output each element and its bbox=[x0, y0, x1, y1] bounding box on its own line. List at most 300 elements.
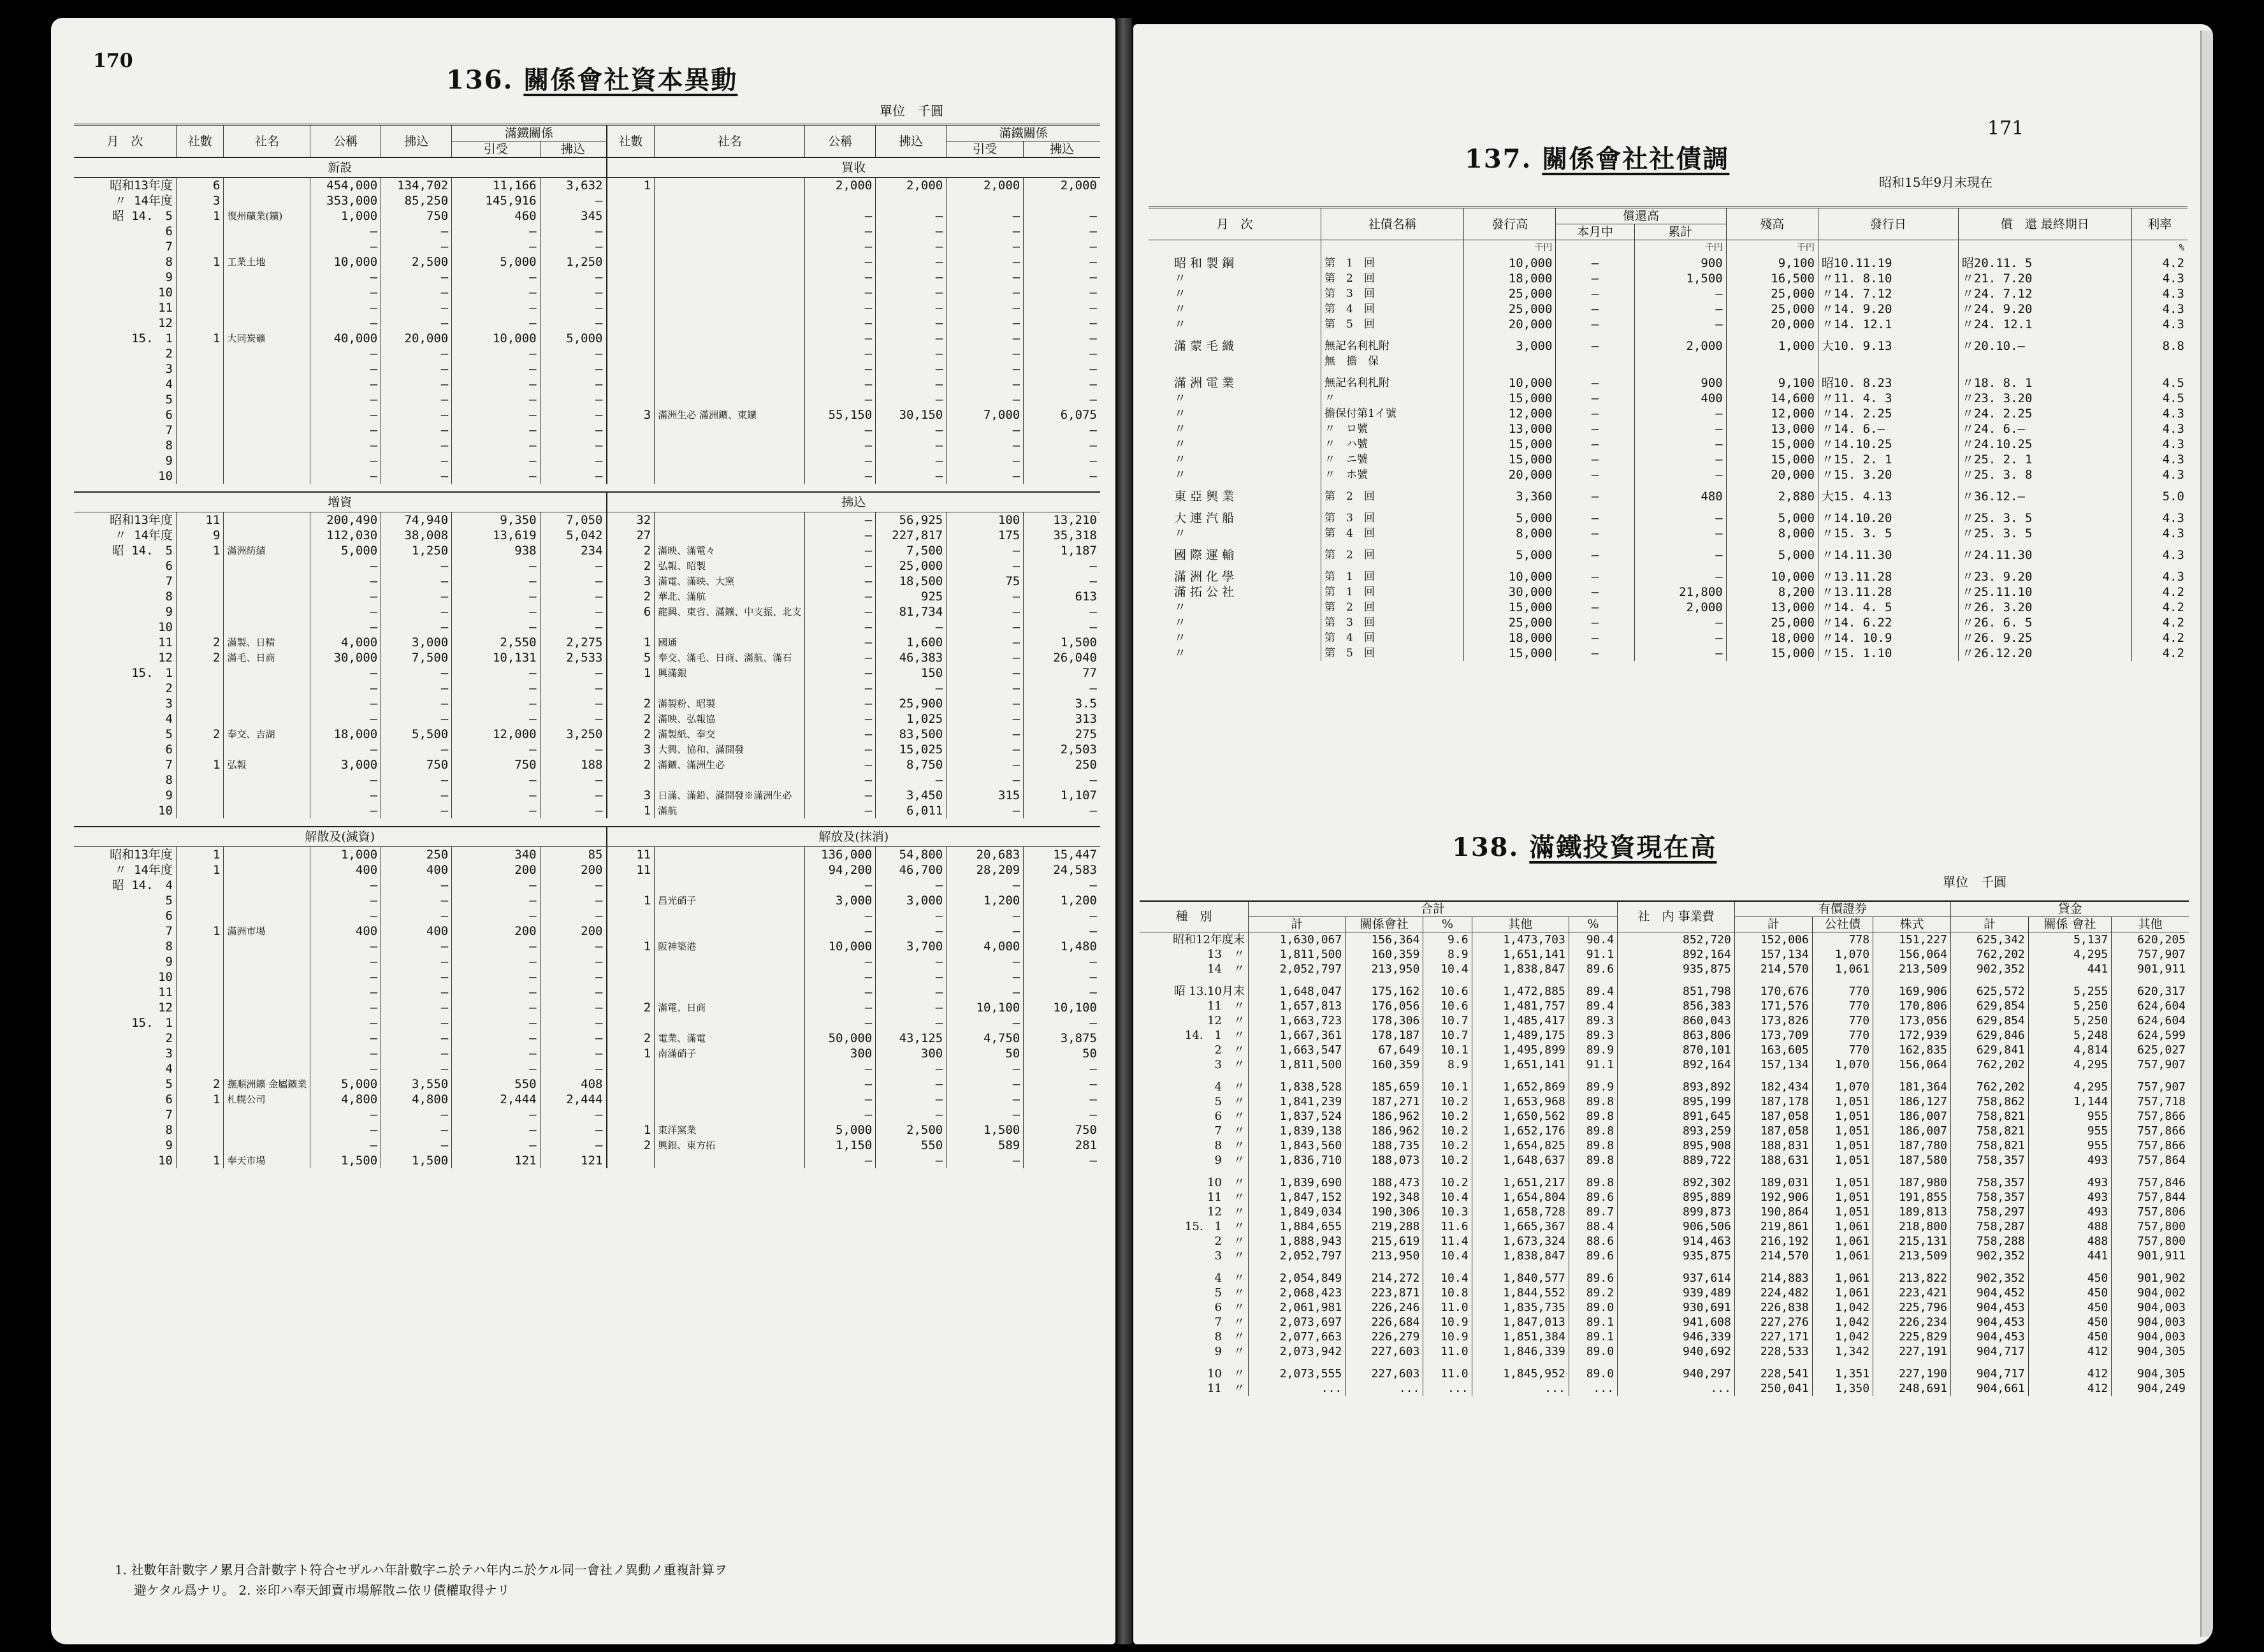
table-row bbox=[74, 1061, 1100, 1076]
table-cell: — bbox=[947, 453, 1024, 468]
table-cell: 第 5 回 bbox=[1321, 317, 1464, 332]
table-cell: — bbox=[1634, 646, 1726, 661]
table-row bbox=[74, 788, 1100, 803]
table-cell: 〃20.10.— bbox=[1958, 332, 2131, 354]
table-cell: 9,100 bbox=[1726, 369, 1818, 391]
table-cell: — bbox=[1024, 620, 1100, 635]
table-cell bbox=[224, 178, 310, 194]
table-cell: 16,500 bbox=[1726, 271, 1818, 286]
table-cell: 219,288 bbox=[1346, 1219, 1423, 1234]
table-row bbox=[1140, 1168, 2189, 1190]
table-row bbox=[74, 696, 1100, 711]
table-cell bbox=[655, 954, 805, 969]
table-cell: 89.4 bbox=[1569, 999, 1617, 1013]
table-cell: — bbox=[452, 969, 540, 985]
table-cell: 345 bbox=[540, 208, 606, 224]
table-cell: 4 bbox=[165, 712, 173, 726]
table-cell: 83,500 bbox=[876, 727, 947, 742]
table-138-name: 滿鐵投資現在高 bbox=[1529, 832, 1717, 862]
table-cell: 8,000 bbox=[1464, 526, 1556, 541]
table-137-body bbox=[1149, 240, 2188, 662]
table-cell: 757,800 bbox=[2112, 1234, 2189, 1249]
table-cell: 450 bbox=[2028, 1330, 2112, 1344]
table-row bbox=[74, 939, 1100, 954]
table-cell bbox=[177, 908, 224, 924]
table-cell: 770 bbox=[1812, 1013, 1873, 1028]
table-cell: 7 bbox=[165, 1108, 173, 1122]
table-cell bbox=[655, 620, 805, 635]
table-cell: — bbox=[310, 620, 381, 635]
table-cell: 625,027 bbox=[2112, 1043, 2189, 1057]
table-cell: — bbox=[876, 1076, 947, 1092]
table-cell: 〃14. 6.— bbox=[1818, 421, 1958, 437]
table-cell: 1,839,690 bbox=[1249, 1168, 1346, 1190]
table-cell: 〃26. 9.25 bbox=[1958, 630, 2131, 646]
table-row bbox=[74, 604, 1100, 620]
table-cell: 滿 拓 公 社 bbox=[1174, 585, 1235, 599]
table-cell: 2 bbox=[165, 681, 173, 695]
table-cell: — bbox=[452, 392, 540, 407]
table-cell: 12,000 bbox=[1726, 406, 1818, 421]
table-cell: — bbox=[310, 468, 381, 484]
table-cell: — bbox=[310, 1122, 381, 1138]
table-cell: 大同炭礦 bbox=[224, 331, 310, 346]
table-cell: 弘報、昭製 bbox=[655, 558, 805, 574]
right-page bbox=[1133, 24, 2213, 1644]
table-cell: 757,907 bbox=[2112, 1057, 2189, 1072]
table-cell: 89.0 bbox=[1569, 1300, 1617, 1315]
table-cell: 5,000 bbox=[1726, 504, 1818, 526]
table-cell: 10.9 bbox=[1423, 1315, 1472, 1330]
table-cell: 250 bbox=[1024, 757, 1100, 772]
table-cell: 8 bbox=[165, 1123, 173, 1137]
table-cell: 11.0 bbox=[1423, 1300, 1472, 1315]
table-cell: — bbox=[540, 620, 606, 635]
table-cell: 〃 bbox=[1174, 287, 1187, 301]
table-cell: 10.8 bbox=[1423, 1286, 1472, 1300]
table-cell: 3 bbox=[165, 697, 173, 711]
table-cell: 191,855 bbox=[1873, 1190, 1951, 1205]
table-cell: 滿製、日精 bbox=[224, 635, 310, 650]
table-cell: — bbox=[1024, 574, 1100, 589]
table-cell: — bbox=[1024, 300, 1100, 315]
table-row bbox=[74, 1092, 1100, 1107]
table-cell: 15. 1 bbox=[131, 331, 173, 345]
table-cell: — bbox=[805, 377, 876, 392]
table-cell: 5,500 bbox=[381, 727, 452, 742]
table-cell: 88.4 bbox=[1569, 1219, 1617, 1234]
table-cell: 173,826 bbox=[1734, 1013, 1812, 1028]
table-cell: 滿洲紡績 bbox=[224, 543, 310, 558]
table-cell: 904,002 bbox=[2112, 1286, 2189, 1300]
table-cell: — bbox=[1024, 908, 1100, 924]
table-cell: — bbox=[1556, 406, 1634, 421]
table-cell: 1,673,324 bbox=[1472, 1234, 1569, 1249]
table-cell: 1,070 bbox=[1812, 1072, 1873, 1094]
table-cell: 12,000 bbox=[1464, 406, 1556, 421]
table-cell bbox=[224, 468, 310, 484]
table-cell: 1,884,655 bbox=[1249, 1219, 1346, 1234]
table-cell: — bbox=[540, 315, 606, 331]
table-cell: — bbox=[540, 574, 606, 589]
table-cell: — bbox=[540, 1122, 606, 1138]
table-cell: — bbox=[805, 681, 876, 696]
unit-cell: 千円 bbox=[1726, 240, 1818, 256]
table-cell: — bbox=[310, 574, 381, 589]
table-cell: 902,352 bbox=[1950, 1249, 2028, 1263]
col-month: 月 次 bbox=[74, 125, 177, 158]
table-cell: — bbox=[1556, 421, 1634, 437]
table-cell: — bbox=[1024, 254, 1100, 270]
table-cell: 94,200 bbox=[805, 862, 876, 878]
table-cell: 89.9 bbox=[1569, 1072, 1617, 1094]
table-cell bbox=[177, 772, 224, 788]
table-cell: 2,052,797 bbox=[1249, 1249, 1346, 1263]
table-cell bbox=[607, 331, 655, 346]
section-header bbox=[74, 827, 1100, 847]
table-cell: 〃25.11.10 bbox=[1958, 584, 2131, 600]
table-cell: 89.8 bbox=[1569, 1124, 1617, 1138]
table-cell: 218,800 bbox=[1873, 1219, 1951, 1234]
table-cell: 龍興、東省、滿鑛、中支振、北支 bbox=[655, 604, 805, 620]
table-cell: 1,648,637 bbox=[1472, 1153, 1569, 1168]
table-cell: 1,847,013 bbox=[1472, 1315, 1569, 1330]
table-cell: 14 〃 bbox=[1207, 962, 1245, 976]
table-cell: 1,630,067 bbox=[1249, 932, 1346, 948]
table-cell: — bbox=[805, 1015, 876, 1031]
table-cell: 〃 bbox=[1174, 302, 1187, 316]
table-cell: — bbox=[805, 300, 876, 315]
table-cell: 2,061,981 bbox=[1249, 1300, 1346, 1315]
table-cell: 955 bbox=[2028, 1109, 2112, 1124]
table-cell: 1,650,562 bbox=[1472, 1109, 1569, 1124]
table-cell: — bbox=[876, 969, 947, 985]
table-cell: — bbox=[876, 908, 947, 924]
table-cell: — bbox=[1024, 1015, 1100, 1031]
table-cell: — bbox=[540, 696, 606, 711]
table-cell: — bbox=[381, 985, 452, 1000]
table-cell: 85 bbox=[540, 847, 606, 863]
table-cell: 171,576 bbox=[1734, 999, 1812, 1013]
table-cell: 4,800 bbox=[310, 1092, 381, 1107]
table-cell: — bbox=[805, 727, 876, 742]
table-cell: 200 bbox=[452, 924, 540, 939]
table-cell bbox=[607, 908, 655, 924]
table-cell: 滿毛、日商 bbox=[224, 650, 310, 665]
table-cell: 901,911 bbox=[2112, 962, 2189, 976]
table-cell: 昭和13年度 bbox=[110, 178, 173, 192]
table-cell bbox=[224, 453, 310, 468]
table-cell: 〃15. 3.20 bbox=[1818, 467, 1958, 482]
table-cell: 昭20.11. 5 bbox=[1958, 256, 2131, 271]
table-cell: 228,541 bbox=[1734, 1359, 1812, 1381]
table-row bbox=[74, 1015, 1100, 1031]
table-cell: — bbox=[805, 969, 876, 985]
page-number-left: 170 bbox=[93, 50, 133, 72]
table-cell: — bbox=[381, 423, 452, 438]
table-cell: 第 3 回 bbox=[1321, 504, 1464, 526]
table-cell: — bbox=[1024, 361, 1100, 377]
table-cell: — bbox=[947, 1061, 1024, 1076]
table-cell: — bbox=[947, 803, 1024, 818]
table-cell: — bbox=[540, 681, 606, 696]
table-cell: — bbox=[540, 423, 606, 438]
table-cell: 9.6 bbox=[1423, 932, 1472, 948]
table-cell: 大 連 汽 船 bbox=[1174, 511, 1235, 525]
table-cell: 187,058 bbox=[1734, 1124, 1812, 1138]
table-cell: 189,813 bbox=[1873, 1205, 1951, 1219]
table-cell: 1,485,417 bbox=[1472, 1013, 1569, 1028]
table-cell: 10,000 bbox=[310, 254, 381, 270]
table-cell: — bbox=[310, 270, 381, 285]
table-row bbox=[1149, 541, 2188, 563]
table-cell: 2,444 bbox=[540, 1092, 606, 1107]
table-cell: 12 〃 bbox=[1207, 1205, 1245, 1219]
table-cell: — bbox=[947, 757, 1024, 772]
table-cell: 〃25. 2. 1 bbox=[1958, 452, 2131, 467]
table-cell: 300 bbox=[876, 1046, 947, 1061]
table-cell bbox=[607, 1076, 655, 1092]
table-cell: — bbox=[805, 620, 876, 635]
table-cell: 1,350 bbox=[1812, 1381, 1873, 1396]
table-cell: 89.9 bbox=[1569, 1043, 1617, 1057]
table-cell: 758,287 bbox=[1950, 1219, 2028, 1234]
table-row bbox=[74, 1107, 1100, 1122]
table-cell bbox=[655, 193, 805, 208]
table-cell: 550 bbox=[452, 1076, 540, 1092]
table-cell: 〃14. 2.25 bbox=[1818, 406, 1958, 421]
table-cell: — bbox=[310, 438, 381, 453]
table-cell: 12,000 bbox=[452, 727, 540, 742]
table-cell: 〃24. 12.1 bbox=[1958, 317, 2131, 332]
table-row bbox=[74, 589, 1100, 604]
table-cell: — bbox=[1024, 803, 1100, 818]
table-cell: — bbox=[310, 711, 381, 727]
table-cell: 89.8 bbox=[1569, 1153, 1617, 1168]
table-cell: 〃 bbox=[1174, 407, 1187, 421]
table-row bbox=[74, 924, 1100, 939]
table-cell: — bbox=[947, 361, 1024, 377]
table-cell: 770 bbox=[1812, 976, 1873, 999]
table-cell: 10.3 bbox=[1423, 1205, 1472, 1219]
table-137-title bbox=[1465, 139, 1729, 175]
table-cell: 興銀、東方拓 bbox=[655, 1138, 805, 1153]
table-cell: 1,500 bbox=[947, 1122, 1024, 1138]
table-cell: — bbox=[805, 239, 876, 254]
table-cell: 10,100 bbox=[947, 1000, 1024, 1015]
table-cell: 2,500 bbox=[876, 1122, 947, 1138]
table-cell: 112,030 bbox=[310, 528, 381, 543]
table-cell: 4,750 bbox=[947, 1031, 1024, 1046]
table-cell: 50 bbox=[947, 1046, 1024, 1061]
table-cell bbox=[655, 315, 805, 331]
table-cell: 5,000 bbox=[540, 331, 606, 346]
table-cell: — bbox=[1024, 270, 1100, 285]
table-cell: 214,883 bbox=[1734, 1263, 1812, 1286]
table-cell bbox=[177, 954, 224, 969]
table-cell: 1 bbox=[607, 665, 655, 681]
table-cell: 1,107 bbox=[1024, 788, 1100, 803]
table-cell: 9,100 bbox=[1726, 256, 1818, 271]
table-row bbox=[1140, 1381, 2189, 1396]
table-cell: 華北、滿航 bbox=[655, 589, 805, 604]
table-cell bbox=[224, 985, 310, 1000]
table-cell: 186,962 bbox=[1346, 1124, 1423, 1138]
table-cell: 〃 bbox=[1174, 526, 1187, 540]
table-cell: — bbox=[381, 270, 452, 285]
table-cell: — bbox=[540, 1000, 606, 1015]
table-cell: 188,073 bbox=[1346, 1153, 1423, 1168]
table-cell: 〃13.11.28 bbox=[1818, 584, 1958, 600]
table-cell bbox=[224, 908, 310, 924]
table-cell: 900 bbox=[1634, 369, 1726, 391]
table-cell: — bbox=[805, 315, 876, 331]
table-cell: — bbox=[876, 954, 947, 969]
table-cell bbox=[607, 969, 655, 985]
gap-cell bbox=[74, 818, 1100, 827]
table-cell: 2 bbox=[177, 650, 224, 665]
table-cell: 南滿硝子 bbox=[655, 1046, 805, 1061]
table-cell: ... bbox=[1249, 1381, 1346, 1396]
table-cell: 400 bbox=[381, 924, 452, 939]
table-cell: 20,000 bbox=[1464, 467, 1556, 482]
table-cell bbox=[224, 346, 310, 361]
table-cell: — bbox=[1024, 1107, 1100, 1122]
table-cell: 10,000 bbox=[1726, 563, 1818, 584]
table-cell: 10 bbox=[158, 286, 173, 300]
table-row bbox=[74, 772, 1100, 788]
table-cell: 滿電、日商 bbox=[655, 1000, 805, 1015]
table-cell: — bbox=[381, 453, 452, 468]
table-cell: 1,652,869 bbox=[1472, 1072, 1569, 1094]
table-cell: 4 bbox=[165, 1062, 173, 1076]
table-cell bbox=[655, 528, 805, 543]
table-row bbox=[1149, 354, 2188, 369]
table-cell: 892,164 bbox=[1618, 1057, 1735, 1072]
table-cell: 89.1 bbox=[1569, 1330, 1617, 1344]
table-cell: 178,306 bbox=[1346, 1013, 1423, 1028]
table-row bbox=[1149, 317, 2188, 332]
table-cell: 第 4 回 bbox=[1321, 526, 1464, 541]
table-cell: 40,000 bbox=[310, 331, 381, 346]
table-cell: 227,171 bbox=[1734, 1330, 1812, 1344]
table-cell: 2 bbox=[177, 635, 224, 650]
table-row bbox=[1140, 1219, 2189, 1234]
table-cell: — bbox=[876, 468, 947, 484]
table-cell bbox=[224, 954, 310, 969]
table-cell: 412 bbox=[2028, 1359, 2112, 1381]
table-cell: 935,875 bbox=[1618, 1249, 1735, 1263]
table-cell: — bbox=[452, 346, 540, 361]
table-cell: 2,000 bbox=[876, 178, 947, 194]
table-cell: 955 bbox=[2028, 1124, 2112, 1138]
table-cell: 〃13.11.28 bbox=[1818, 563, 1958, 584]
table-cell: 914,463 bbox=[1618, 1234, 1735, 1249]
table-cell: — bbox=[310, 803, 381, 818]
table-cell: 892,302 bbox=[1618, 1168, 1735, 1190]
table-cell: 13,619 bbox=[452, 528, 540, 543]
table-cell: 1,851,384 bbox=[1472, 1330, 1569, 1344]
table-cell: 2 〃 bbox=[1214, 1043, 1245, 1057]
table-cell: 1,847,152 bbox=[1249, 1190, 1346, 1205]
table-cell: 1,351 bbox=[1812, 1359, 1873, 1381]
table-cell: 8 〃 bbox=[1214, 1330, 1245, 1344]
table-cell: 1,651,217 bbox=[1472, 1168, 1569, 1190]
table-cell: — bbox=[310, 377, 381, 392]
table-cell: 〃36.12.— bbox=[1958, 482, 2131, 504]
table-cell: 3 bbox=[607, 574, 655, 589]
table-cell: 91.1 bbox=[1569, 947, 1617, 962]
table-cell: — bbox=[310, 1107, 381, 1122]
table-cell: — bbox=[540, 954, 606, 969]
table-cell: 18,000 bbox=[310, 727, 381, 742]
table-cell: 15,000 bbox=[1464, 437, 1556, 452]
table-cell: 第 1 回 bbox=[1321, 256, 1464, 271]
table-row bbox=[1149, 369, 2188, 391]
table-cell: 9 bbox=[165, 955, 173, 969]
table-cell: — bbox=[805, 696, 876, 711]
table-cell: 5,137 bbox=[2028, 932, 2112, 948]
table-cell: — bbox=[947, 270, 1024, 285]
table-cell: — bbox=[1024, 423, 1100, 438]
table-cell: 758,821 bbox=[1950, 1124, 2028, 1138]
table-cell: 275 bbox=[1024, 727, 1100, 742]
table-row bbox=[74, 574, 1100, 589]
table-cell: 757,866 bbox=[2112, 1138, 2189, 1153]
table-cell: — bbox=[876, 1107, 947, 1122]
table-cell: 1,811,500 bbox=[1249, 947, 1346, 962]
table-cell: 1,652,176 bbox=[1472, 1124, 1569, 1138]
table-cell: 1 bbox=[607, 635, 655, 650]
table-cell bbox=[655, 438, 805, 453]
table-cell: — bbox=[805, 392, 876, 407]
table-cell: 1,845,952 bbox=[1472, 1359, 1569, 1381]
table-cell: 7 〃 bbox=[1214, 1315, 1245, 1329]
table-cell: 8,750 bbox=[876, 757, 947, 772]
table-cell: 4.3 bbox=[2131, 406, 2188, 421]
table-cell: — bbox=[452, 1122, 540, 1138]
table-cell: — bbox=[947, 985, 1024, 1000]
table-cell: 25,000 bbox=[1726, 301, 1818, 317]
table-cell: — bbox=[381, 1031, 452, 1046]
table-cell bbox=[224, 939, 310, 954]
col-accepted: 引受 bbox=[452, 141, 540, 158]
table-cell: — bbox=[452, 239, 540, 254]
table-cell: 89.8 bbox=[1569, 1109, 1617, 1124]
table-cell: 1,838,847 bbox=[1472, 962, 1569, 976]
table-cell bbox=[177, 1000, 224, 1015]
table-cell: 昭和13年度 bbox=[110, 513, 173, 527]
table-cell: — bbox=[452, 438, 540, 453]
table-cell: 11 bbox=[158, 301, 173, 315]
table-cell: — bbox=[947, 543, 1024, 558]
table-cell: 186,007 bbox=[1873, 1109, 1951, 1124]
table-cell: 3,000 bbox=[805, 893, 876, 908]
table-cell: — bbox=[1024, 285, 1100, 300]
table-cell: 5,000 bbox=[805, 1122, 876, 1138]
table-row bbox=[74, 1076, 1100, 1092]
table-cell: ... bbox=[1618, 1381, 1735, 1396]
table-cell: 4.3 bbox=[2131, 504, 2188, 526]
table-cell: 1,836,710 bbox=[1249, 1153, 1346, 1168]
table-136-name: 關係會社資本異動 bbox=[523, 65, 738, 95]
table-cell: 2,000 bbox=[947, 178, 1024, 194]
table-cell: — bbox=[876, 1061, 947, 1076]
table-cell: 10.4 bbox=[1423, 1263, 1472, 1286]
table-cell: 4 〃 bbox=[1214, 1080, 1245, 1094]
table-cell bbox=[177, 878, 224, 893]
table-cell: 12 〃 bbox=[1207, 1014, 1245, 1027]
